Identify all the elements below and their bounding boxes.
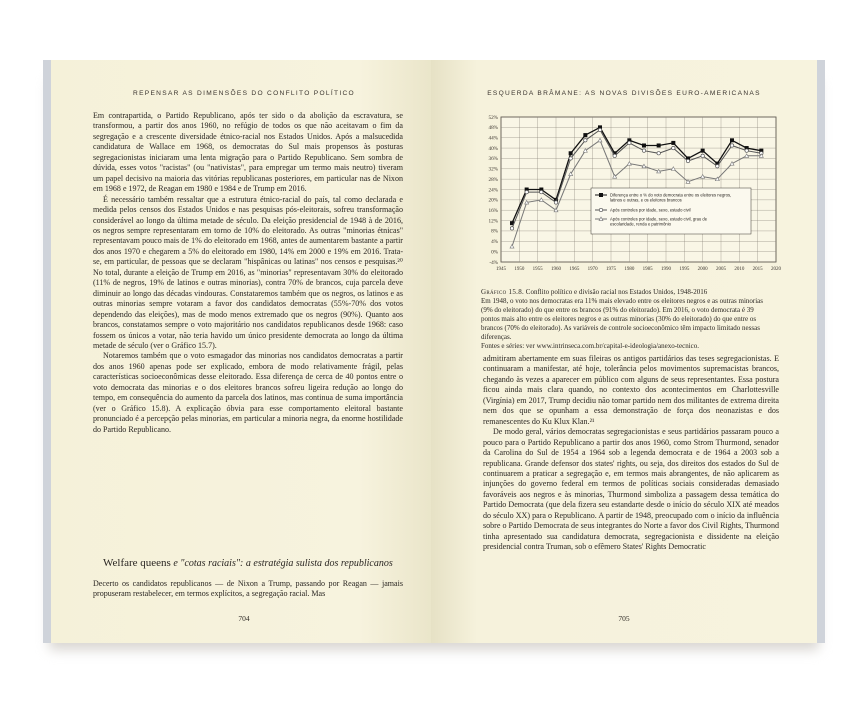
data-point <box>584 139 587 142</box>
x-tick-label: 1970 <box>587 267 598 272</box>
data-point <box>701 149 704 152</box>
left-tail-text <box>93 579 403 600</box>
data-point <box>584 133 587 136</box>
section-title-italic: e "cotas raciais": a estratégia sulista dos republicanos <box>170 558 393 569</box>
chart-caption <box>481 288 769 351</box>
data-point <box>730 144 733 147</box>
data-point <box>642 149 645 152</box>
caption-title: Conflito político e divisão racial nos Estados Unidos, 1948-2016 <box>525 288 708 296</box>
data-point <box>730 139 733 142</box>
paragraph: admitiram abertamente em suas fileiras os antigos partidários das teses segregacionistas. E continuaram a manifestar, até hoje, tolerância pelos movimentos supremacistas brancos, chegando às vezes a aparecer em público com alguns de seus representantes. Essa postura ficou ainda mais clara quando, no contexto dos acontecimentos em Charlottesville (Virgínia) em 2017, Trump decidiu não tomar partido nem dos militantes de extrema direita nem dos que se opunham a essa demonstração de força dos neonazistas e dos remanescentes do Ku Klux Klan.²¹ <box>483 354 779 426</box>
right-page <box>431 60 817 643</box>
y-tick-label: 0% <box>491 249 498 256</box>
x-tick-label: 1975 <box>606 267 616 272</box>
data-point <box>745 149 748 152</box>
x-tick-label: 1950 <box>514 267 525 272</box>
data-point <box>613 154 616 157</box>
paragraph: Em contrapartida, o Partido Republicano, após ter sido o da abolição da escravatura, se transformou, a partir dos anos 1960, no refúgio de todos os que não aceitavam o fim da segregação e a crescente diversidade étnico-racial nos Estados Unidos. Após a malsucedida candidatura de Wallace em 1968, os democratas do Sul mais propensos às posturas segregacionistas iniciaram uma lenta migração para o Partido Republicano. Sem sombra de dúvida, esses votos "racistas" (ou "nativistas", para empregar um termo mais neutro) tiveram um papel decisivo na maioria das vitórias republicanas posteriores, em particular nas de Nixon em 1968 e 1972, de Reagan em 1980 e 1984 e de Trump em 2016. <box>93 111 403 194</box>
x-tick-label: 2015 <box>752 267 763 272</box>
caption-label: Gráfico 15.8. <box>481 288 525 296</box>
paragraph: De modo geral, vários democratas segregacionistas e seus partidários passaram pouco a pouco para o Partido Republicano a partir dos anos 1960, como Strom Thurmond, senador da Carolina do Sul de 1954 a 1964 sob a legenda democrata e de 1964 a 2003 sob a republicana. Grande defensor dos states' rights, ou seja, dos direitos dos estados do Sul de continuarem a praticar a segregação e, em termos mais abrangentes, de não aplicarem as injunções do governo federal em termos de políticas sociais consideradas demasiado favoráveis aos negros e às minorias, Thurmond simboliza a passagem dessa temática do Partido Democrata (que dela fizera seu estandarte desde o início do século XIX até meados do século XX) para o Republicano. A partir de 1948, preocupado com o início da influência sobre o Partido Democrata de seus integrantes do Norte a favor dos Civil Rights, Thurmond tinha apresentado sua candidatura democrata, segregacionista e dissidente na eleição presidencial contra Truman, sob o efêmero States' Rights Democratic <box>483 427 779 552</box>
x-tick-label: 1980 <box>624 267 635 272</box>
x-tick-label: 2020 <box>771 267 781 272</box>
x-tick-label: 1955 <box>532 267 543 272</box>
x-tick-label: 1960 <box>551 267 561 272</box>
x-tick-label: 1985 <box>642 267 653 272</box>
y-tick-label: 8% <box>491 228 498 235</box>
right-running-header: ESQUERDA BRÂMANE: AS NOVAS DIVISÕES EURO-AMERICANAS <box>487 90 761 97</box>
x-tick-label: 1995 <box>679 267 690 272</box>
paragraph: É necessário também ressaltar que a estrutura étnico-racial do país, tal como declarada e medida pelos censos dos Estados Unidos e nas pesquisas pós-eleitorais, sofreu transformação considerável ao longo da última metade de século. Da eleição presidencial de 1948 à de 2016, os negros sempre representaram em torno de 10% do eleitorado. As outras "minorias étnicas" representavam pouco mais de 1% do eleitorado em 1968, antes de aumentarem bastante a partir dos anos 1970 e chegarem a 5% do eleitorado em 1980, 14% em 2000 e 19% em 2016. Trata-se, em particular, de pessoas que se declaram "hispânicas ou latinas" nos censos e pesquisas.²⁰ No total, durante a eleição de Trump em 2016, as "minorias" representavam 30% do eleitorado (11% de negros, 19% de latinos e outras minorias), contra 70% de brancos, cuja parcela deve diminuir ao longo das décadas vindouras. Constataremos também que os negros, os latinos e as outras minorias sempre votaram a favor dos candidatos democratas (55%-70% dos votos dependendo das eleições), mas de modo menos extremado que os negros (90%). Quanto aos brancos, constatamos sempre o voto majoritário nos candidatos republicanos desde 1968: caso fossem os únicos a votar, não teria havido um único presidente democrata ao longo da última metade de século (ver o Gráfico 15.7). <box>93 194 403 350</box>
legend-label: Diferença entre o % do voto democrata entre os eleitores negros, latinos e outras, e os eleitores brancos <box>610 192 732 203</box>
x-tick-label: 2010 <box>734 267 745 272</box>
caption-text: Em 1948, o voto nos democratas era 11% mais elevado entre os eleitores negros e as outras minorias (9% do eleitorado) do que entre os brancos (91% do eleitorado). Em 2016, o voto democrata é 39 pontos mais alto entre os eleitores negros e as outras minorias (30% do eleitorado) do que entre os brancos (70% do eleitorado). As variáveis de controle socioeconômico têm impacto limitado nessas diferenças. <box>481 297 763 341</box>
x-tick-label: 2000 <box>697 267 708 272</box>
data-point <box>672 146 675 149</box>
right-page-edges <box>817 60 825 643</box>
data-point <box>642 144 645 147</box>
data-point <box>628 141 631 144</box>
caption-source: Fontes e séries: ver www.intrinseca.com.br/capital-e-ideologia/anexo-tecnico. <box>481 342 700 350</box>
left-body-text <box>93 111 403 435</box>
data-point <box>525 190 528 193</box>
legend-marker <box>599 193 602 196</box>
x-tick-label: 2005 <box>716 267 726 272</box>
y-tick-label: 28% <box>488 176 498 183</box>
left-page <box>51 60 437 643</box>
open-book <box>43 50 825 643</box>
y-tick-label: 36% <box>488 156 498 163</box>
data-point <box>657 152 660 155</box>
chart-15-8 <box>471 112 781 282</box>
data-point <box>540 190 543 193</box>
y-tick-label: 12% <box>488 218 498 225</box>
page-number-right: 705 <box>618 614 630 623</box>
y-tick-label: 48% <box>488 125 498 132</box>
legend-label: Após controles por idade, sexo, estado civil <box>610 207 691 213</box>
paragraph: Notaremos também que o voto esmagador das minorias nos candidatos democratas a partir dos anos 1960 apenas pode ser explicado, embora de modo relativamente frágil, pelas características socioeconômicas desse eleitorado. Essa diferença de cerca de 40 pontos entre o voto democrata das minorias e o dos eleitores brancos sofreu ligeira redução ao longo do tempo, em consequência do aumento da parcela dos latinos, mas continua de suma importância (ver o Gráfico 15.8). A explicação óbvia para esse comportamento eleitoral bastante pronunciado é a percepção pelas minorias, em particular a minoria negra, da enorme hostilidade do Partido Republicano. <box>93 351 403 434</box>
data-point <box>716 164 719 167</box>
data-point <box>554 201 557 204</box>
section-title-roman: Welfare queens <box>103 557 171 569</box>
y-tick-label: 16% <box>488 208 498 215</box>
paragraph: Decerto os candidatos republicanos — de Nixon a Trump, passando por Reagan — jamais propuseram restabelecer, em termos explícitos, a segregação racial. Mas <box>93 579 403 599</box>
left-running-header: REPENSAR AS DIMENSÕES DO CONFLITO POLÍTICO <box>133 90 355 97</box>
data-point <box>686 159 689 162</box>
x-tick-label: 1990 <box>661 267 671 272</box>
x-tick-label: 1965 <box>569 267 580 272</box>
y-tick-label: 24% <box>488 187 498 194</box>
y-tick-label: 52% <box>488 114 498 121</box>
data-point <box>657 144 660 147</box>
y-tick-label: 44% <box>488 135 498 142</box>
data-point <box>672 141 675 144</box>
legend-marker <box>599 208 602 211</box>
data-point <box>598 128 601 131</box>
data-point <box>569 157 572 160</box>
page-number-left: 704 <box>238 614 250 623</box>
y-tick-label: 40% <box>488 145 498 152</box>
y-tick-label: 20% <box>488 197 498 204</box>
data-point <box>569 152 572 155</box>
right-body-text <box>483 354 779 553</box>
legend-label: Após controles por idade, sexo, estado civil, grau de escolaridade, renda e patrimônio <box>610 216 708 227</box>
x-tick-label: 1945 <box>496 267 506 272</box>
y-tick-label: 4% <box>491 239 498 246</box>
y-tick-label: -4% <box>489 259 498 266</box>
data-point <box>701 154 704 157</box>
y-tick-label: 32% <box>488 166 498 173</box>
chart-svg <box>471 112 781 282</box>
section-title <box>103 557 403 569</box>
data-point <box>510 227 513 230</box>
left-page-edges <box>43 60 51 643</box>
